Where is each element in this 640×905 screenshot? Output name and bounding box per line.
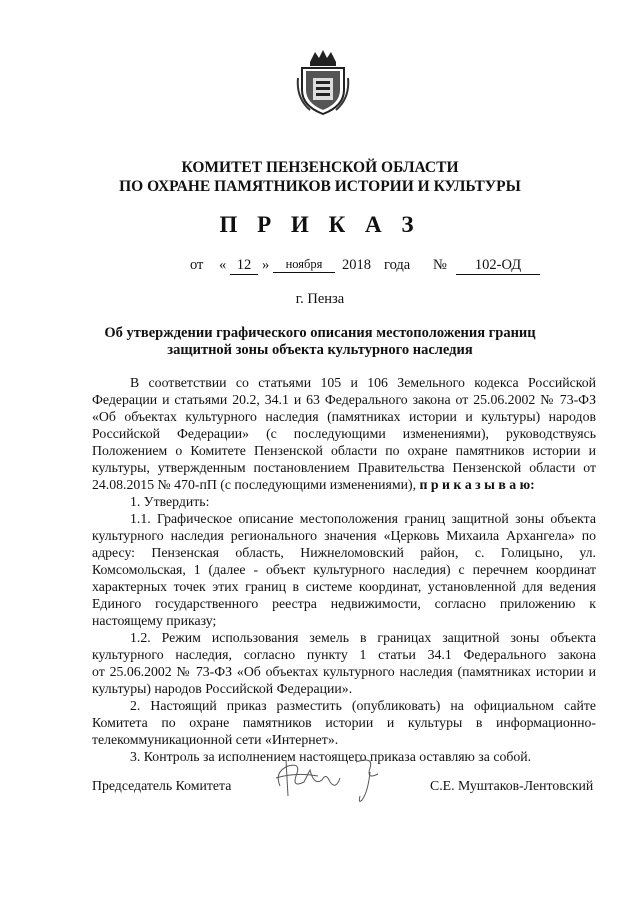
body-line: 2. Настоящий приказ разместить (опубликовать) на официальном сайте xyxy=(130,698,596,713)
signer-name: С.Е. Муштаков-Лентовский xyxy=(430,778,594,793)
date-from-label: от xyxy=(190,257,204,273)
date-year-word: года xyxy=(384,257,411,273)
handwritten-signature xyxy=(266,752,406,804)
order-word: п р и к а з ы в а ю: xyxy=(419,477,535,492)
body-line: Российской Федерации» (с последующими изменениями), руководствуясь xyxy=(92,426,596,441)
org-name-line2: ПО ОХРАНЕ ПАМЯТНИКОВ ИСТОРИИ И КУЛЬТУРЫ xyxy=(119,178,521,195)
coat-of-arms-icon xyxy=(296,48,350,116)
body-line: Единого государственного реестра недвижимости, согласно приложению к xyxy=(92,596,596,611)
body-line: адресу: Пензенская область, Нижнеломовский район, с. Голицыно, ул. xyxy=(92,545,596,560)
signer-position: Председатель Комитета xyxy=(92,778,232,793)
body-line: телекоммуникационной сети «Интернет». xyxy=(92,732,339,747)
subject-line2: защитной зоны объекта культурного наследия xyxy=(167,342,473,358)
number-sign: № xyxy=(433,257,447,273)
body-line xyxy=(92,477,596,493)
body-line: Комитета по охране памятников истории и культуры в информационно- xyxy=(92,715,596,730)
quote-open: « xyxy=(219,257,227,273)
body-line: культурного наследия регионального значения «Церковь Михаила Архангела» по xyxy=(92,528,596,543)
body-line: Комсомольская, 1 (далее - объект культурного наследия) с перечнем координат xyxy=(92,562,596,577)
order-number: 102-ОД xyxy=(456,257,540,275)
body-line: 1.1. Графическое описание местоположения границ защитной зоны объекта xyxy=(130,511,596,526)
org-name-line1: КОМИТЕТ ПЕНЗЕНСКОЙ ОБЛАСТИ xyxy=(181,159,459,176)
body-line: Положением о Комитете Пензенской области по охране памятников истории и xyxy=(92,443,596,458)
date-month: ноября xyxy=(273,257,335,273)
body-line: настоящему приказу; xyxy=(92,613,217,628)
body-line: от 25.06.2002 № 73-ФЗ «Об объектах культурного наследия (памятниках истории и xyxy=(92,664,596,679)
body-line: 1. Утвердить: xyxy=(130,494,210,509)
body-line: В соответствии со статьями 105 и 106 Земельного кодекса Российской xyxy=(130,375,596,390)
body-line: характерных точек этих границ в системе координат, установленной для ведения xyxy=(92,579,596,594)
city-name: г. Пенза xyxy=(295,291,345,307)
body-line: Федерации и статьями 20.2, 34.1 и 63 Федерального закона от 25.06.2002 № 73-ФЗ xyxy=(92,392,596,407)
body-line: культуры, утвержденным постановлением Правительства Пензенской области от xyxy=(92,460,596,475)
body-line: 3. Контроль за исполнением настоящего приказа оставляю за собой. xyxy=(130,749,532,764)
date-year: 2018 xyxy=(342,257,371,273)
date-day: 12 xyxy=(230,257,258,275)
quote-close: » xyxy=(262,257,270,273)
body-line-text: 24.08.2015 № 470-пП (с последующими изменениями), xyxy=(92,477,417,492)
body-line: культурного наследия, согласно пункту 1 статьи 34.1 Федерального закона xyxy=(92,647,596,662)
document-type-title: П Р И К А З xyxy=(219,212,421,237)
body-line: культуры) народов Российской Федерации». xyxy=(92,681,353,696)
body-line: 1.2. Режим использования земель в границах защитной зоны объекта xyxy=(130,630,596,645)
body-line: «Об объектах культурного наследия (памятниках истории и культуры) народов xyxy=(92,409,596,424)
subject-line1: Об утверждении графического описания местоположения границ xyxy=(104,325,536,341)
